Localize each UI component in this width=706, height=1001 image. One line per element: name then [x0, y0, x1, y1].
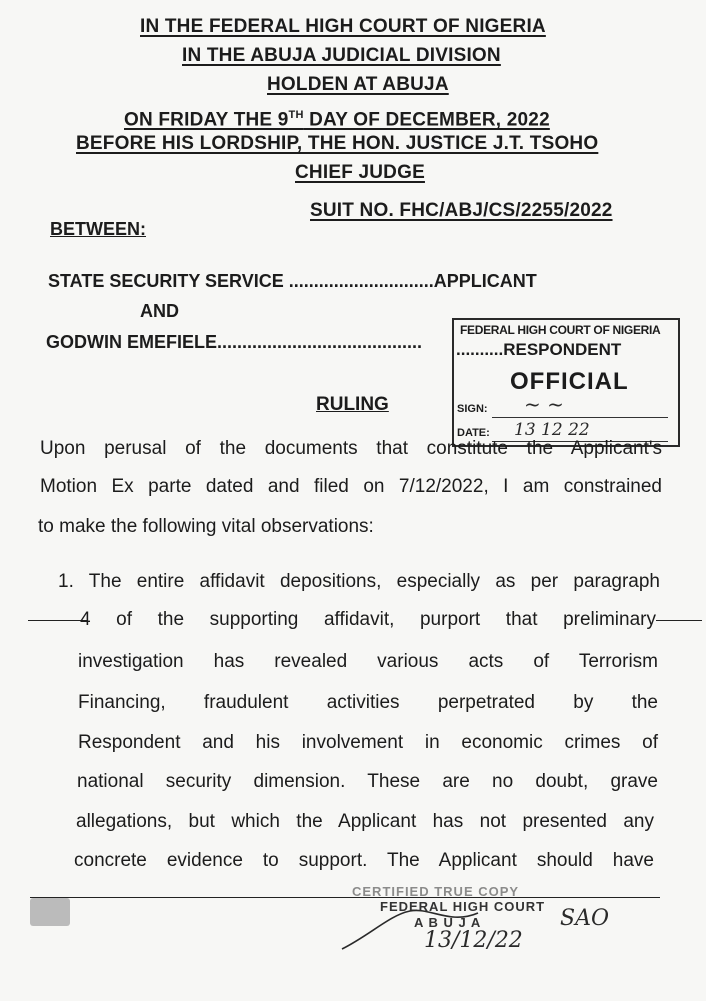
stamp-date-label: DATE:: [457, 427, 490, 439]
stamp-sign-label: SIGN:: [457, 403, 488, 415]
between-label: BETWEEN:: [50, 219, 146, 239]
respondent-role: ..........RESPONDENT: [456, 340, 622, 359]
and-label: AND: [140, 301, 179, 321]
suit-number: SUIT NO. FHC/ABJ/CS/2255/2022: [310, 200, 613, 221]
point-1-line: 4 of the supporting affidavit, purport that preliminary: [80, 609, 656, 630]
intro-line: to make the following vital observations:: [38, 516, 374, 537]
cert-signature-icon: [340, 905, 480, 953]
point-1-line: concrete evidence to support. The Applicant should have: [74, 850, 654, 871]
applicant-line: STATE SECURITY SERVICE .............................APPLICANT: [48, 271, 537, 291]
presiding-judge: BEFORE HIS LORDSHIP, THE HON. JUSTICE J.T. TSOHO: [76, 133, 599, 154]
stamp-date-handwritten: 13 12 22: [514, 420, 590, 440]
hearing-date-suffix: DAY OF DECEMBER, 2022: [303, 109, 550, 131]
stamp-court-name: FEDERAL HIGH COURT OF NIGERIA: [460, 323, 661, 337]
stamp-signature: ~ ~: [524, 392, 564, 416]
holden-at: HOLDEN AT ABUJA: [267, 74, 449, 95]
point-1-line: 1. The entire affidavit depositions, especially as per paragraph: [58, 571, 660, 592]
intro-line: [40, 475, 662, 499]
intro-line-text: Motion Ex parte dated and filed on 7/12/2022, I am constrained: [40, 476, 662, 497]
margin-rule-right: [656, 620, 702, 621]
official-stamp: [452, 318, 680, 447]
page-number-smudge: [30, 898, 70, 926]
margin-rule-left: [28, 620, 88, 621]
court-name: IN THE FEDERAL HIGH COURT OF NIGERIA: [140, 16, 546, 37]
point-1-line: allegations, but which the Applicant has not presented any: [76, 811, 654, 832]
hearing-date: [124, 104, 550, 131]
judge-title: CHIEF JUDGE: [295, 162, 425, 183]
cert-date: 13/12/22: [424, 928, 523, 953]
stamp-official: OFFICIAL: [510, 368, 629, 395]
cert-city: A B U J A: [414, 915, 482, 930]
intro-line: Upon perusal of the documents that constitute the Applicant's: [40, 438, 662, 459]
cert-court: FEDERAL HIGH COURT: [380, 899, 546, 914]
point-1-line: Respondent and his involvement in economic crimes of: [78, 732, 658, 753]
hearing-date-prefix: ON FRIDAY THE 9: [124, 109, 289, 131]
ruling-heading: RULING: [316, 394, 389, 415]
point-1-line: Financing, fraudulent activities perpetrated by the: [78, 692, 658, 713]
division-name: IN THE ABUJA JUDICIAL DIVISION: [182, 45, 501, 66]
certified-true-copy: CERTIFIED TRUE COPY: [352, 884, 520, 899]
footer-rule: [30, 897, 660, 898]
stamp-sign-line: [492, 417, 668, 418]
point-1-line: investigation has revealed various acts of Terrorism: [78, 651, 658, 672]
point-1-line: national security dimension. These are no doubt, grave: [77, 771, 658, 792]
cert-initials: SAO: [560, 906, 609, 931]
respondent-name: GODWIN EMEFIELE.........................................: [46, 332, 423, 352]
hearing-date-ordinal: TH: [288, 109, 304, 121]
